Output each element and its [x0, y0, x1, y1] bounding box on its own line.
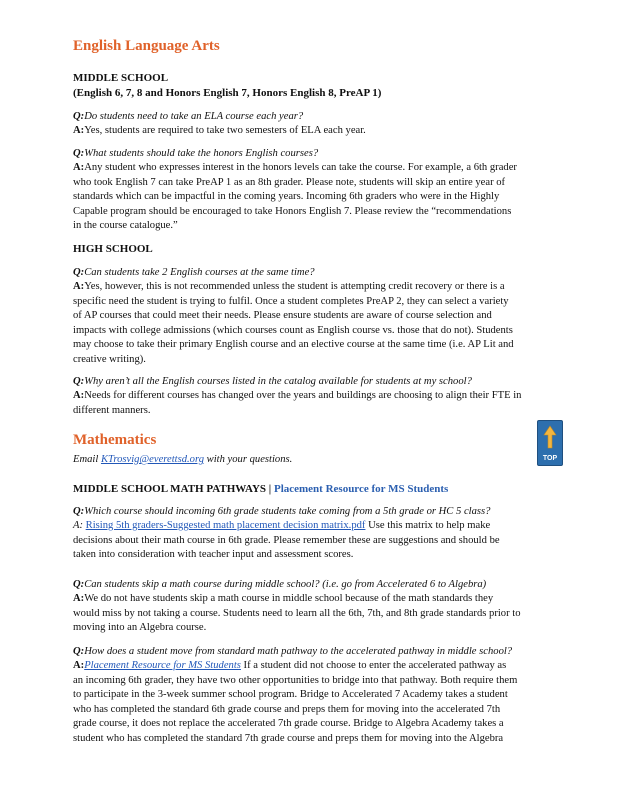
- text-line: Use this matrix to help make: [365, 520, 491, 531]
- math-q3: [73, 645, 512, 660]
- text-line: If a student did not choose to enter the accelerated pathway as: [240, 660, 507, 671]
- q-label: Q:: [73, 646, 85, 657]
- ela-q2: [73, 147, 318, 162]
- email-suffix: with your questions.: [204, 454, 293, 465]
- placement-resource-link[interactable]: Placement Resource for MS Students: [84, 660, 241, 671]
- text-line: creative writing).: [73, 353, 146, 365]
- q-label: Q:: [73, 506, 85, 517]
- ela-a4: [73, 389, 548, 418]
- text-line: who took English 7 can take PreAP 1 as an 8th grader. Please note, students will skip an entire year of: [73, 176, 506, 188]
- text-line: We do not have students skip a math course in middle school because of the math standards they: [84, 593, 494, 604]
- a-label: A:: [73, 520, 83, 531]
- ela-q1-text: Do students need to take an ELA course each year?: [84, 111, 304, 122]
- a-label: A:: [73, 593, 85, 604]
- text-line: Needs for different courses has changed over the years and buildings are choosing to align their FTE in: [84, 390, 522, 401]
- ms-courses: (English 6, 7, 8 and Honors English 7, Honors English 8, PreAP 1): [73, 87, 382, 99]
- text-line: standards which can be impactful in the coming years. Incoming 6th graders who were in the Highly: [73, 191, 500, 203]
- text-line: different manners.: [73, 404, 151, 416]
- text-line: Any student who expresses interest in the honors levels can take the course. For example, a 6th grader: [84, 162, 517, 173]
- math-a3: [73, 659, 548, 747]
- text-line: specific need the student is trying to fulfil. Once a student completes PreAP 2, they can select a variety: [73, 295, 509, 307]
- q-label: Q:: [73, 111, 85, 122]
- text-line: Yes, however, this is not recommended unless the student is attempting credit recovery or there is a: [84, 281, 505, 292]
- text-line: in the course catalogue.”: [73, 220, 178, 232]
- math-q2: [73, 578, 486, 593]
- math-q2-text: Can students skip a math course during middle school? (i.e. go from Accelerated 6 to Algebra): [84, 579, 487, 590]
- ela-q4-text: Why aren’t all the English courses listed in the catalog available for students at my school?: [84, 376, 472, 387]
- text-line: would miss by not taking a course. Students need to learn all the 6th, 7th, and 8th grade standards prior to: [73, 607, 521, 619]
- math-email-line: [73, 453, 292, 468]
- a-label: A:: [73, 660, 85, 671]
- text-line: decisions about their math course in 6th grade. Please remember these are suggestions and should be: [73, 534, 500, 546]
- ela-q1: [73, 110, 303, 125]
- math-a2: [73, 592, 548, 636]
- text-line: may choose to take their primary English course and an elective course at the same time (i.e. AP Lit and: [73, 339, 514, 351]
- a-label: A:: [73, 162, 85, 173]
- top-button[interactable]: [537, 420, 563, 466]
- a-label: A:: [73, 125, 85, 136]
- q-label: Q:: [73, 376, 85, 387]
- text-line: student who has completed the standard 7th grade course and preps them for moving into the Algebra: [73, 732, 504, 744]
- text-line: who has completed the standard 6th grade course and preps them for moving into the accelerated 7th: [73, 703, 501, 715]
- top-button-label: TOP: [542, 455, 558, 462]
- q-label: Q:: [73, 148, 85, 159]
- a-label: A:: [73, 390, 85, 401]
- ela-q3: [73, 266, 315, 281]
- pathways-heading-text: MIDDLE SCHOOL MATH PATHWAYS |: [73, 483, 272, 495]
- email-link[interactable]: KTrosvig@everettsd.org: [100, 454, 204, 465]
- email-prefix: Email: [73, 454, 101, 465]
- up-arrow-icon: [543, 425, 557, 449]
- text-line: moving into an Algebra course.: [73, 622, 207, 634]
- text-line: of AP courses that could meet their needs. Please ensure students are aware of course selection and: [73, 310, 492, 322]
- math-q3-text: How does a student move from standard math pathway to the accelerated pathway in middle school?: [84, 646, 513, 657]
- text-line: grade course, it does not replace the accelerated 7th grade course. Bridge to Algebra Academy takes a: [73, 718, 504, 730]
- ms-heading: MIDDLE SCHOOL: [73, 72, 169, 84]
- a-label: A:: [73, 281, 85, 292]
- placement-matrix-link[interactable]: Rising 5th graders-Suggested math placement decision matrix.pdf: [85, 520, 366, 531]
- text-line: Capable program should be encouraged to take Honors English 7. Please review the “recommendations: [73, 205, 512, 217]
- math-q1-text: Which course should incoming 6th grade students take coming from a 5th grade or HC 5 class?: [84, 506, 491, 517]
- hs-heading: HIGH SCHOOL: [73, 243, 153, 255]
- math-title: Mathematics: [73, 432, 157, 448]
- math-a1: [73, 519, 548, 563]
- ela-title: English Language Arts: [73, 38, 220, 54]
- text-line: taken into consideration with teacher input and assessment scores.: [73, 549, 354, 561]
- math-q1: [73, 505, 490, 520]
- ela-q3-text: Can students take 2 English courses at the same time?: [84, 267, 315, 278]
- ela-a1: [73, 124, 366, 139]
- ela-q4: [73, 375, 472, 390]
- pathways-link[interactable]: Placement Resource for MS Students: [273, 483, 449, 495]
- text-line: an incoming 6th grader, they have two other opportunities to bridge into that pathway. Both require them: [73, 674, 518, 686]
- text-line: impacts with college admissions (which courses count as English course vs. those that do not). Students: [73, 324, 513, 336]
- q-label: Q:: [73, 579, 85, 590]
- ela-a1-text: Yes, students are required to take two semesters of ELA each year.: [84, 125, 366, 136]
- ela-q2-text: What students should take the honors English courses?: [84, 148, 319, 159]
- ela-a3: [73, 280, 548, 368]
- ela-a2: [73, 161, 548, 234]
- q-label: Q:: [73, 267, 85, 278]
- pathways-heading: [73, 483, 448, 495]
- text-line: to participate in the 3-week summer school program. Bridge to Accelerated 7 Academy takes a student: [73, 689, 508, 701]
